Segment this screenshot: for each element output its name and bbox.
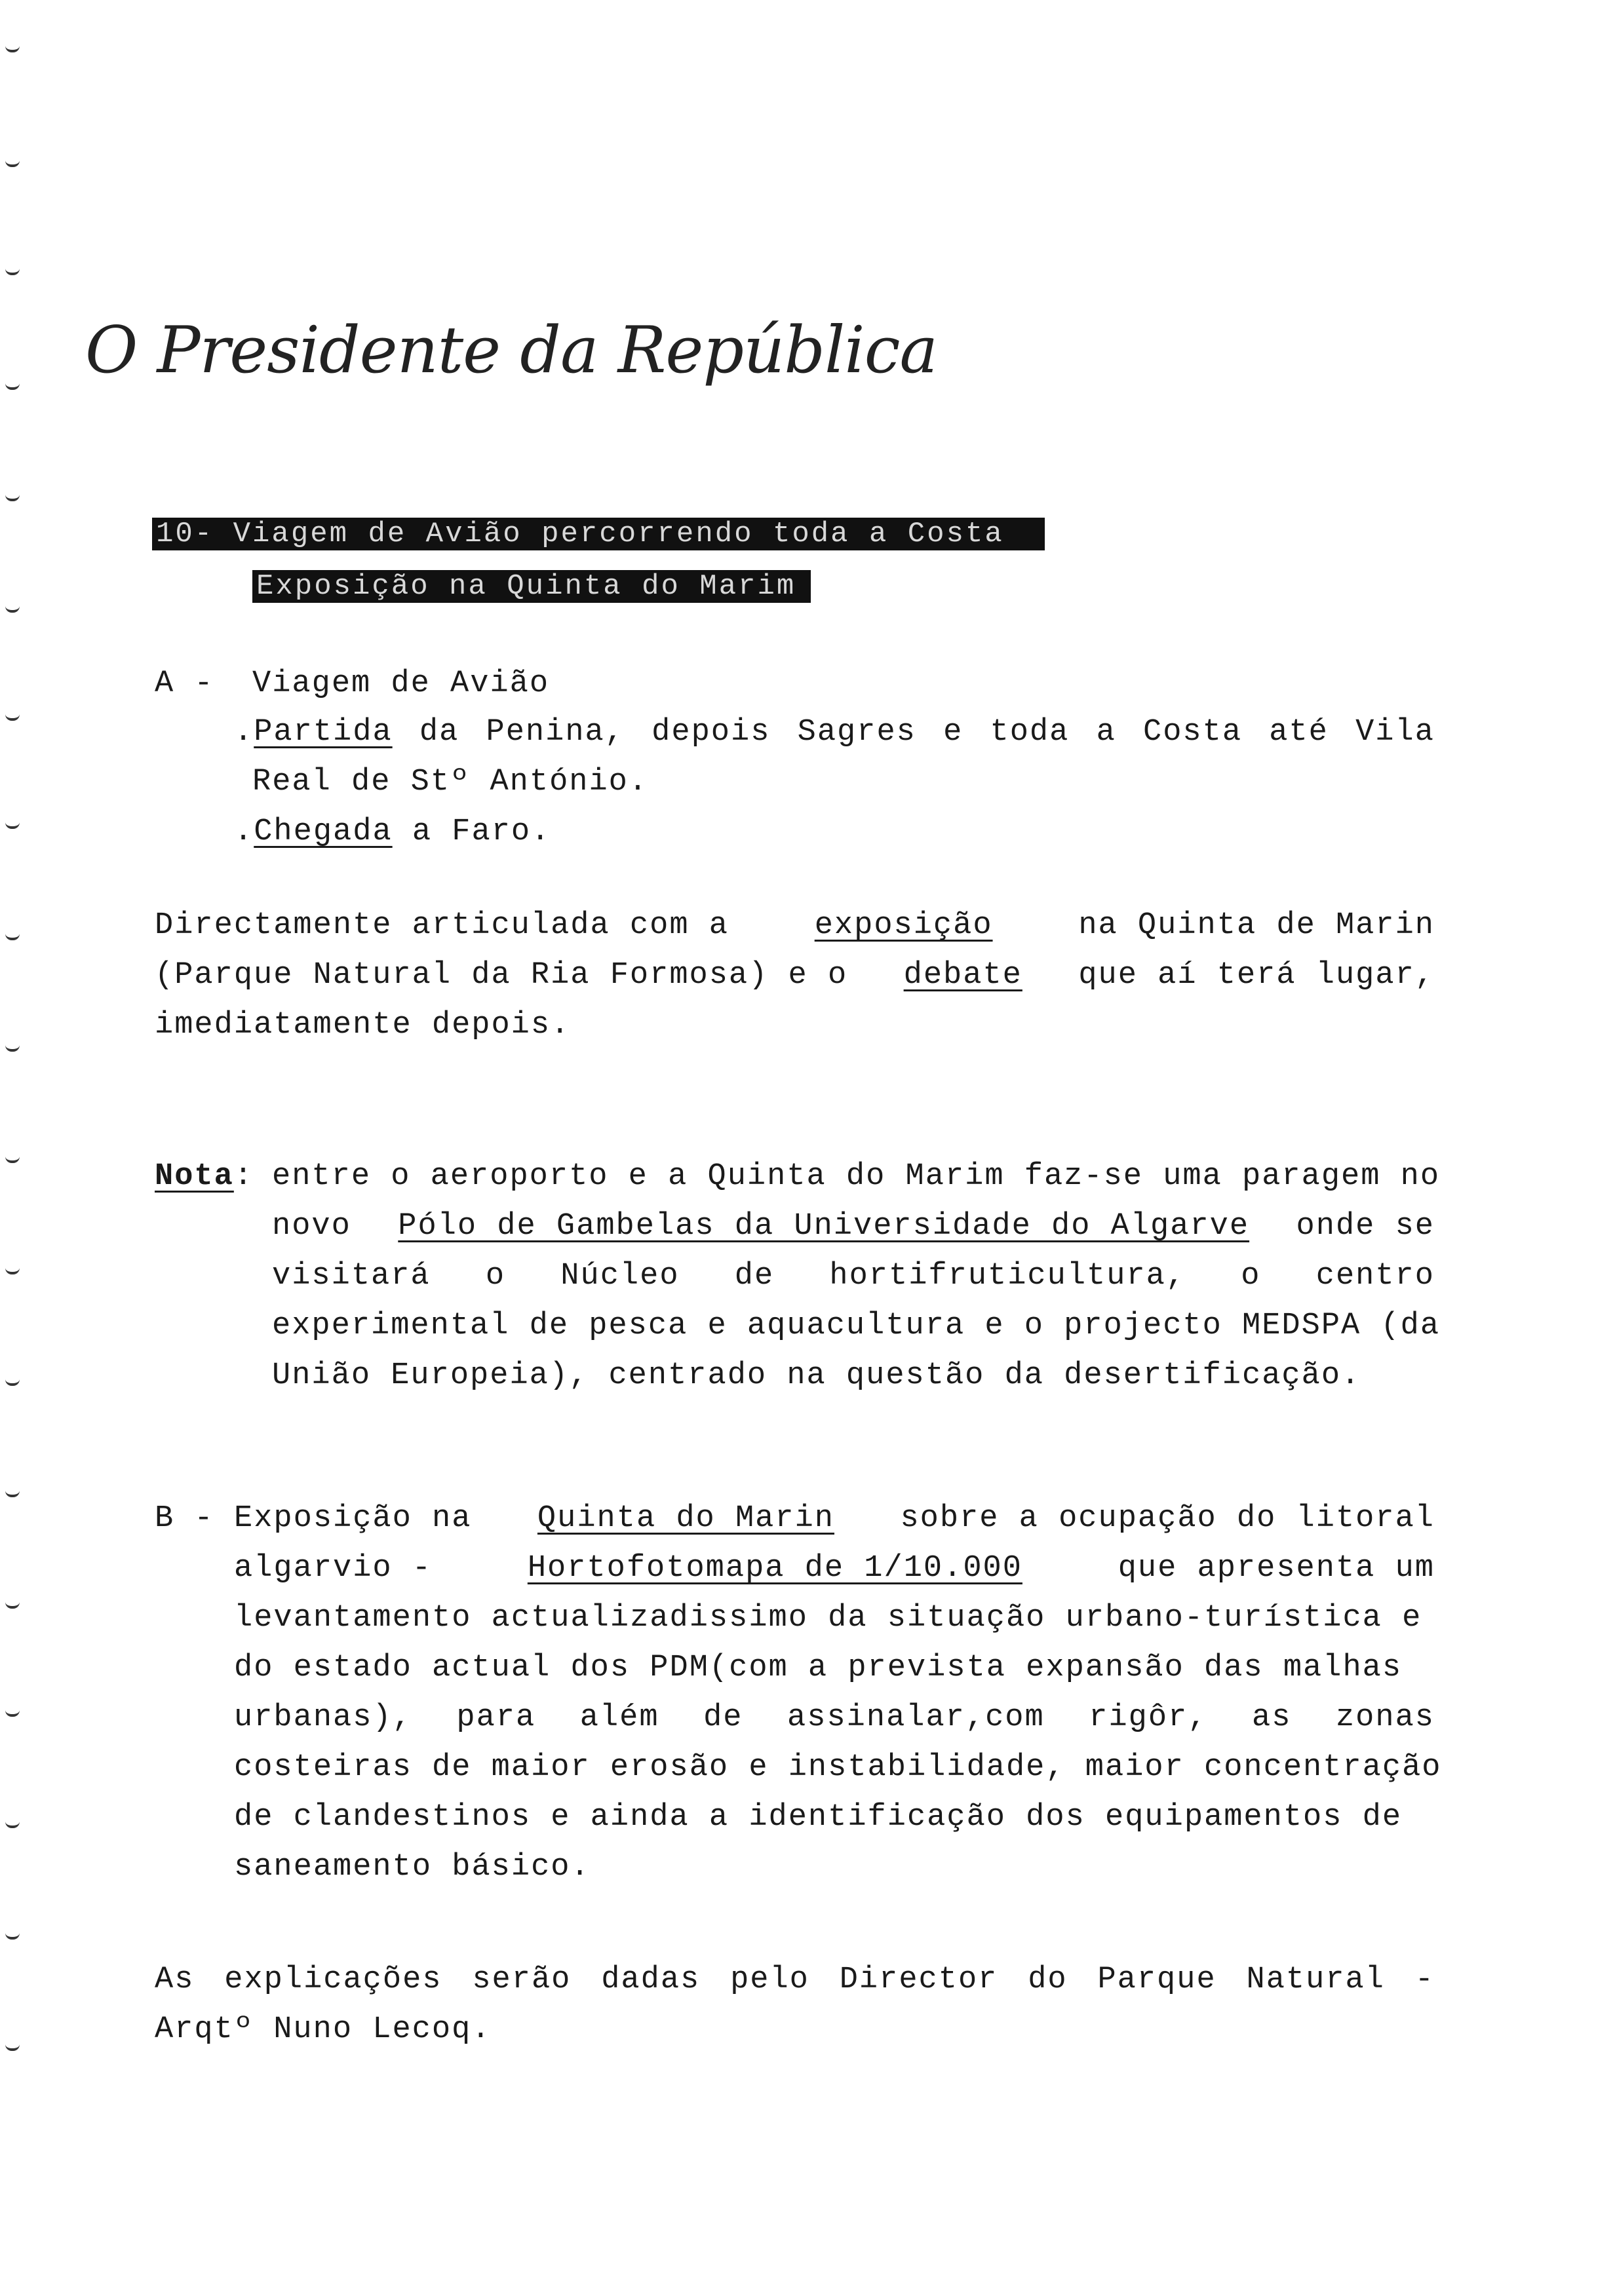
section-b-line-3: levantamento actualizadissimo da situação urbano-turística e [234,1601,1422,1636]
term-quinta-do-marin: Quinta do Marin [537,1501,834,1536]
nota-label: Nota: [155,1159,254,1194]
nota-body [272,1152,1441,1401]
nota-line-1: entre o aeroporto e a Quinta do Marim faz-se uma paragem no [272,1159,1441,1194]
section-b-line-4: do estado actual dos PDM(com a prevista expansão das malhas [234,1651,1403,1685]
nota-line-4: experimental de pesca e aquacultura e o projecto MEDSPA (da [272,1309,1441,1343]
paragraph-direct-line-3: imediatamente depois. [155,1008,571,1043]
section-b-label: B - [155,1501,214,1536]
section-a-item-1-line-1: .Partida da Penina, depois Sagres e toda a Costa até Vila [234,715,1435,750]
paragraph-direct-line-1: Directamente articulada com a exposição na Quinta de Marin [155,901,1435,951]
section-b-line-5: urbanas), para além de assinalar,com rigôr, as zonas [234,1700,1435,1735]
closing-line-1: As explicações serão dadas pelo Director do Parque Natural - [155,1962,1435,1997]
term-partida: Partida [254,715,393,750]
paragraph-direct-line-2: (Parque Natural da Ria Formosa) e o debate que aí terá lugar, [155,951,1435,1001]
section-b-line-2: algarvio - Hortofotomapa de 1/10.000 que apresenta um [234,1544,1435,1594]
section-a-item-2: .Chegada a Faro. [234,814,551,849]
nota-line-3: visitará o Núcleo de hortifruticultura, o centro [272,1259,1435,1293]
section-a-item-1 [234,708,1435,757]
paragraph-direct [155,901,1435,1050]
nota-line-5: União Europeia), centrado na questão da desertificação. [272,1358,1361,1393]
binding-marks [0,0,26,2296]
closing-line-2: Arqtº Nuno Lecoq. [155,2012,492,2047]
section-b-line-1: Exposição na Quinta do Marin sobre a ocupação do litoral [234,1494,1435,1544]
section-b-line-8: saneamento básico. [234,1850,591,1885]
term-polo-gambelas: Pólo de Gambelas da Universidade do Algarve [398,1209,1250,1244]
section-b-body [234,1494,1442,1892]
term-exposicao: exposição [814,908,993,943]
section-a-item-1-line-2: Real de Stº António. [252,765,649,799]
section-a-title: Viagem de Avião [252,666,550,701]
section-b-line-6: costeiras de maior erosão e instabilidade, maior concentração [234,1750,1442,1785]
letterhead: O Presidente da República [85,313,937,388]
term-debate: debate [903,958,1022,993]
term-chegada: Chegada [254,814,393,849]
nota-line-2: novo Pólo de Gambelas da Universidade do Algarve onde se [272,1202,1435,1252]
closing-paragraph [155,1955,1435,2055]
section-a-label: A - [155,666,214,701]
heading-line-2: Exposição na Quinta do Marim [252,570,811,603]
term-hortofotomapa: Hortofotomapa de 1/10.000 [527,1551,1022,1586]
section-b-line-7: de clandestinos e ainda a identificação dos equipamentos de [234,1800,1403,1835]
heading-line-1: 10- Viagem de Avião percorrendo toda a Costa [152,518,1045,550]
